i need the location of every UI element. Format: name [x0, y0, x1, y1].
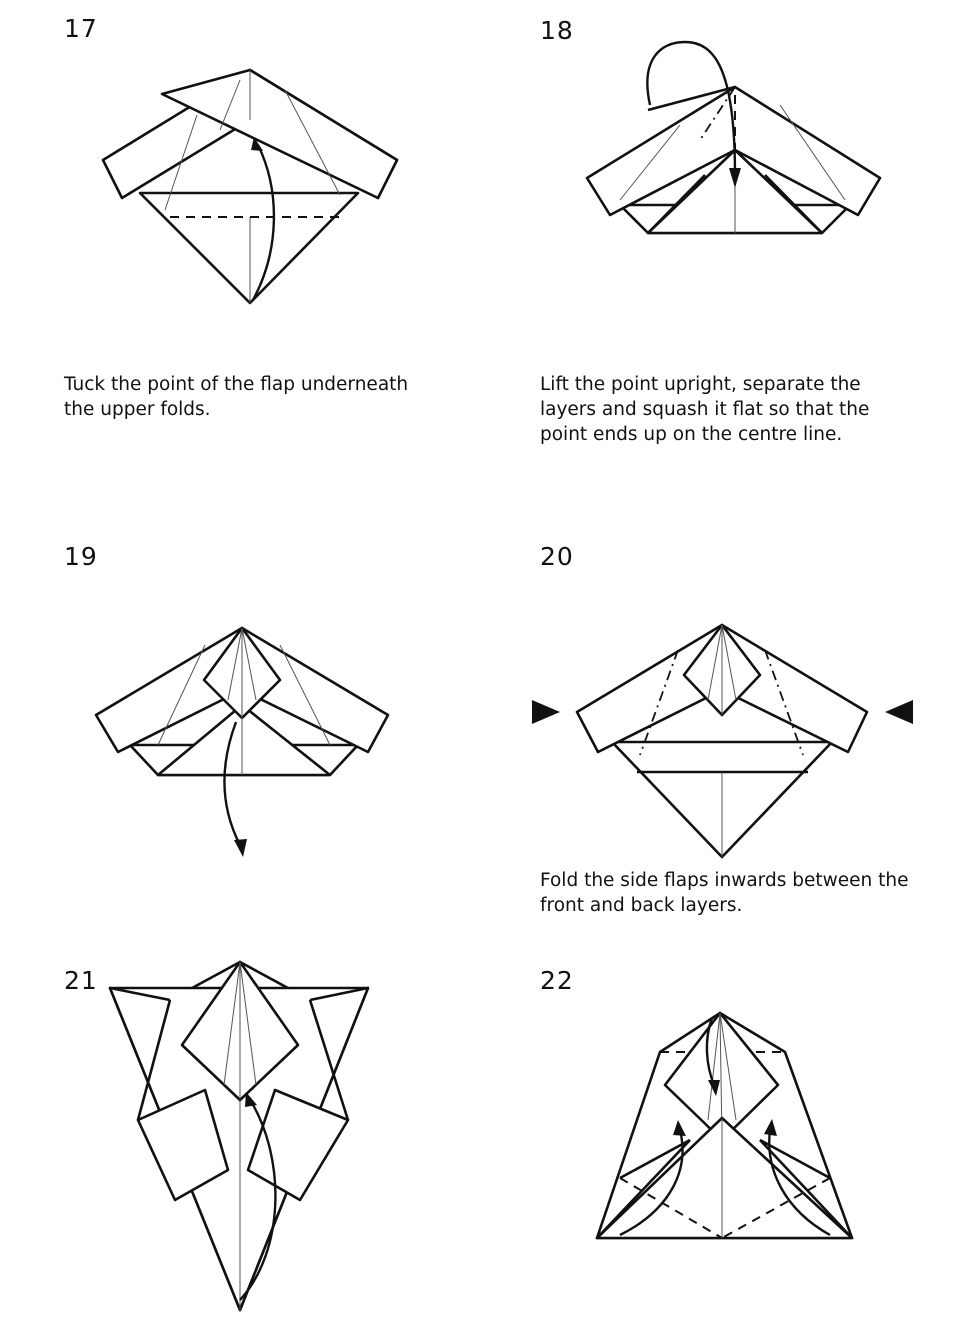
bottom-diamond	[140, 193, 358, 303]
step-22-number: 22	[540, 966, 574, 995]
step-19-number: 19	[64, 542, 98, 571]
arrow-head	[234, 839, 247, 857]
step-21-diagram	[0, 955, 480, 1327]
step-18-diagram	[480, 0, 960, 330]
push-arrow-icon	[532, 700, 560, 724]
step-17-diagram	[0, 0, 480, 330]
step-21-number: 21	[64, 966, 98, 995]
step-19-diagram	[0, 530, 480, 870]
step-20-diagram	[480, 530, 960, 870]
step-20-caption: Fold the side flaps inwards between the front and back layers.	[540, 870, 909, 916]
step-18-caption: Lift the point upright, separate the layers and squash it flat so that the point ends up on the centre line.	[540, 374, 870, 445]
step-20-number: 20	[540, 542, 574, 571]
step-17-caption: Tuck the point of the flap underneath the upper folds.	[64, 374, 409, 420]
push-arrow-icon	[885, 700, 913, 724]
step-22-diagram	[480, 955, 960, 1327]
step-17-number: 17	[64, 14, 98, 43]
step-18-number: 18	[540, 16, 574, 45]
